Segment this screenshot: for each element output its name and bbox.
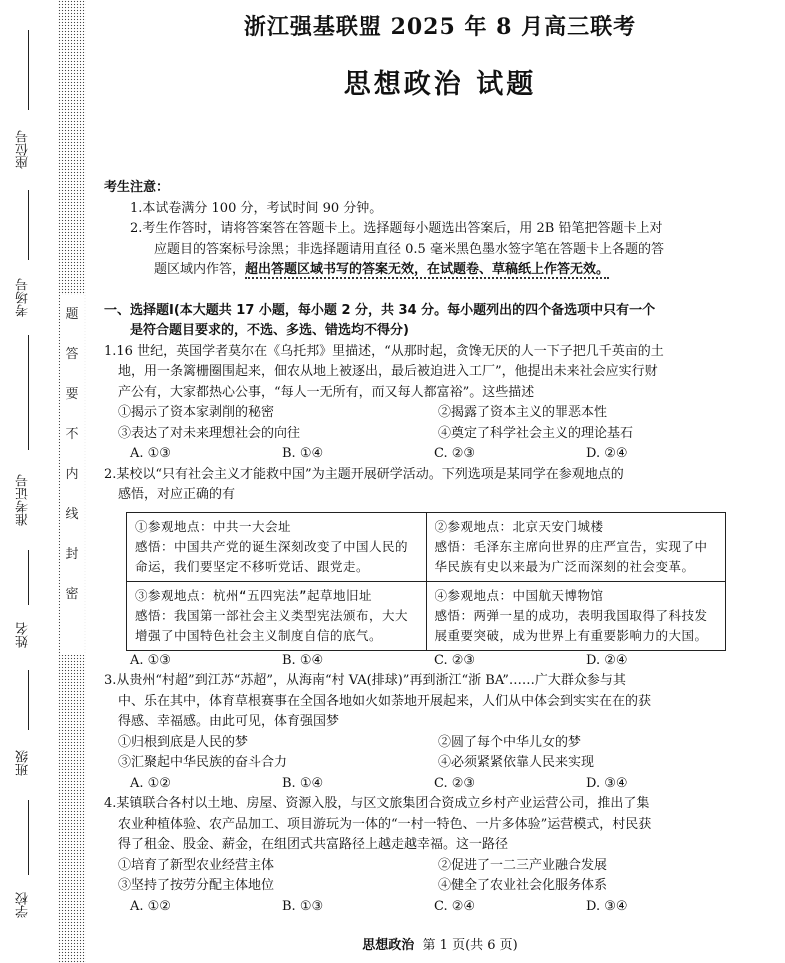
visit-cell: ③参观地点：杭州“五四宪法”起草地旧址 感悟：我国第一部社会主义类型宪法颁布，大大增强了中国特色社会主义制度自信的底气。: [127, 581, 427, 650]
option-d[interactable]: D. ③④: [586, 775, 628, 791]
question-stem-line: 农业种植体验、农产品加工、项目游玩为一体的“一村一特色、一片多体验”运营模式，村民获: [118, 816, 652, 832]
class-line: [28, 670, 29, 730]
option-d[interactable]: D. ③④: [586, 898, 628, 914]
statement-row: ①归根到底是人民的梦 ②圆了每个中华儿女的梦: [118, 734, 582, 750]
question-stem-line: 中、乐在其中，体育草根赛事在全国各地如火如荼地开展起来，人们从中体会到实实在在的获: [118, 693, 652, 709]
exam-room-label: 考场号: [16, 278, 31, 318]
subject-title: 思想政治 试题: [343, 69, 537, 100]
visit-cell: ④参观地点：中国航天博物馆 感悟：两弹一星的成功，表明我国取得了科技发展重要突破，成为世界上有重要影响力的大国。: [426, 581, 726, 650]
notice-emphasis: 超出答题区域书写的答案无效，在试题卷、草稿纸上作答无效。: [245, 262, 610, 277]
option-a[interactable]: A. ①②: [130, 898, 171, 914]
statement-row: ①培育了新型农业经营主体 ②促进了一二三产业融合发展: [118, 857, 608, 873]
notice-item-1: 1.本试卷满分 100 分，考试时间 90 分钟。: [130, 200, 383, 216]
exam-title: 浙江强基联盟 2025 年 8 月高三联考: [243, 14, 637, 40]
exam-body: [104, 178, 768, 917]
school-line: [28, 800, 29, 875]
option-a[interactable]: A. ①③: [130, 652, 171, 668]
question-stem-line: 得感、幸福感。由此可见，体育强国梦: [118, 714, 340, 729]
answer-options: [104, 774, 768, 795]
notice-item-2a: 2.考生作答时，请将答案答在答题卡上。选择题每小题选出答案后，用 2B 铅笔把答题卡上对: [130, 221, 663, 236]
class-label: 班级: [16, 750, 31, 776]
visit-cell: ②参观地点：北京天安门城楼 感悟：毛泽东主席向世界的庄严宣告，实现了中华民族有史以来最为广泛而深刻的社会变革。: [426, 512, 726, 581]
option-c[interactable]: C. ②③: [434, 446, 476, 461]
option-b[interactable]: B. ①④: [282, 775, 324, 791]
footer-page-number: 第 1 页(共 6 页): [422, 938, 518, 953]
question-stem-line: 地，用一条篱栅圈围起来，佃农从地上被逐出，最后被迫进入工厂”，他提出未来社会应实行财: [118, 364, 658, 379]
option-a[interactable]: A. ①③: [130, 446, 171, 461]
page-footer: [95, 934, 785, 953]
statement-row: ③表达了对未来理想社会的向往 ④奠定了科学社会主义的理论基石: [118, 425, 634, 441]
seat-number-label: 座位号: [16, 130, 31, 170]
question-1: [104, 342, 768, 465]
ticket-number-line: [28, 335, 29, 450]
section-heading: 一、选择题Ⅰ(本大题共 17 小题，每小题 2 分，共 34 分。每小题列出的四个备选项中只有一个 是符合题目要求的，不选、多选、错选均不得分): [104, 302, 656, 338]
question-stem-line: 产公有，大家都热心公事，“每人一无所有，而又每人都富裕”。这些描述: [118, 384, 535, 400]
visit-cell: ①参观地点：中共一大会址 感悟：中国共产党的诞生深刻改变了中国人民的命运，我们要坚定不移听党话、跟党走。: [127, 512, 427, 581]
answer-options: [104, 444, 768, 465]
question-2: [104, 465, 768, 672]
question-stem-line: 感悟，对应正确的有: [118, 487, 236, 502]
statement-row: ③汇聚起中华民族的奋斗合力 ④必须紧紧依靠人民来实现: [118, 755, 595, 770]
question-stem-line: 得了租金、股金、薪金，在组团式共富路径上越走越幸福。这一路径: [118, 837, 509, 852]
exam-room-line: [28, 190, 29, 260]
name-line: [28, 550, 29, 605]
option-b[interactable]: B. ①③: [282, 898, 324, 914]
question-stem-line: 4.某镇联合各村以土地、房屋、资源入股，与区文旅集团合资成立乡村产业运营公司，推出了集: [104, 796, 650, 811]
question-stem-line: 3.从贵州“村超”到江苏“苏超”，从海南“村 VA(排球)”再到浙江“浙 BA”……广大群众参与其: [104, 673, 626, 688]
answer-options: [104, 651, 768, 672]
option-a[interactable]: A. ①②: [130, 775, 171, 791]
school-label: 学校: [16, 892, 31, 918]
option-c[interactable]: C. ②③: [434, 652, 476, 668]
option-c[interactable]: C. ②③: [434, 775, 476, 791]
visit-table: [126, 512, 726, 651]
question-stem-line: 2.某校以“只有社会主义才能救中国”为主题开展研学活动。下列选项是某同学在参观地点的: [104, 466, 624, 482]
option-b[interactable]: B. ①④: [282, 446, 324, 461]
seat-number-line: [28, 30, 29, 110]
question-3: [104, 671, 768, 794]
footer-subject: 思想政治: [362, 938, 415, 953]
option-d[interactable]: D. ②④: [586, 652, 628, 668]
option-b[interactable]: B. ①④: [282, 652, 324, 668]
name-label: 姓名: [16, 622, 31, 648]
ticket-number-label: 准考证号: [16, 474, 31, 526]
notice-item-2b: 应题目的答案标号涂黑；非选择题请用直径 0.5 毫米黑色墨水签字笔在答题卡上各题的答: [154, 241, 664, 257]
option-c[interactable]: C. ②④: [434, 898, 476, 914]
binding-strip: [0, 0, 95, 963]
dotted-border: [58, 0, 86, 963]
answer-options: [104, 897, 768, 918]
statement-row: ③坚持了按劳分配主体地位 ④健全了农业社会化服务体系: [118, 878, 608, 893]
question-4: [104, 794, 768, 917]
option-d[interactable]: D. ②④: [586, 446, 628, 461]
seal-warning: 题 答 要 不 内 线 封 密: [60, 295, 84, 655]
notice-item-2c: 题区域内作答，超出答题区域书写的答案无效，在试题卷、草稿纸上作答无效。: [154, 262, 610, 277]
statement-row: ①揭示了资本家剥削的秘密 ②揭露了资本主义的罪恶本性: [118, 405, 608, 420]
question-stem-line: 1.16 世纪，英国学者莫尔在《乌托邦》里描述，“从那时起，贪馋无厌的人一下子把几千英亩的土: [104, 343, 664, 359]
notice-heading: 考生注意：: [104, 180, 170, 195]
